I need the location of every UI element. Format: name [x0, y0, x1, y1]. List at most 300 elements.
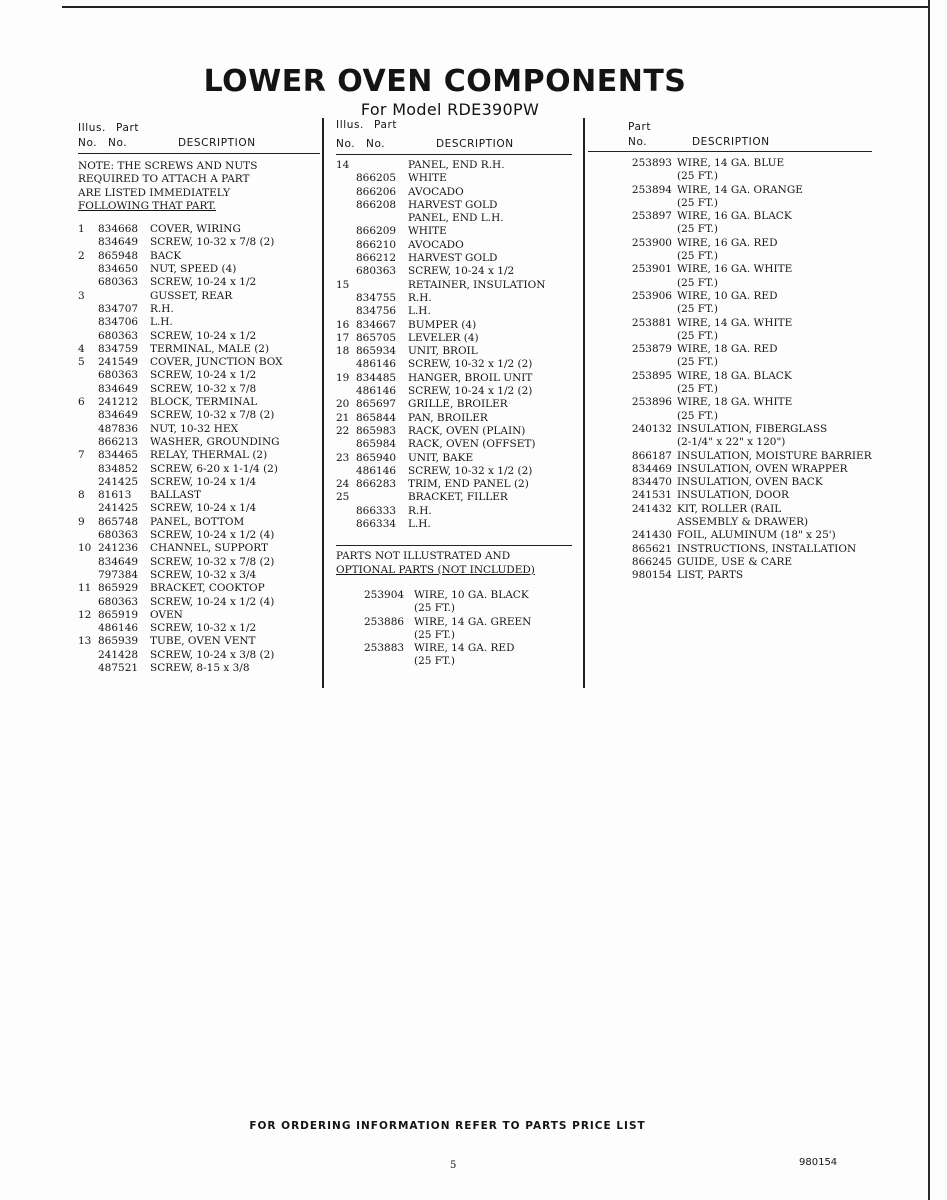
- illus-number: 24: [336, 478, 350, 491]
- page-title: LOWER OVEN COMPONENTS: [203, 64, 687, 99]
- part-description: INSULATION, OVEN WRAPPER: [677, 462, 848, 475]
- part-number: 834485: [356, 371, 397, 384]
- right-border-line: [928, 0, 930, 1200]
- part-number: 253883: [364, 642, 405, 655]
- part-number: 865844: [356, 411, 397, 424]
- illus-number: [336, 518, 356, 531]
- part-description: GUIDE, USE & CARE: [677, 555, 793, 568]
- part-row: [602, 250, 872, 263]
- column-header: [336, 119, 572, 151]
- part-number: 865948: [98, 249, 139, 262]
- part-description: WIRE, 18 GA. RED: [677, 343, 778, 356]
- part-description: L.H.: [408, 305, 431, 318]
- illus-number: [78, 662, 98, 675]
- optional-parts-list: [336, 589, 572, 669]
- part-no-header: No.: [366, 138, 386, 150]
- part-description: TERMINAL, MALE (2): [150, 342, 270, 355]
- part-number: [602, 303, 677, 316]
- part-row: [602, 210, 872, 223]
- header-rule: [78, 153, 320, 154]
- illus-number: 19: [336, 371, 350, 384]
- part-description: R.H.: [408, 504, 432, 517]
- part-description: (2-1/4" x 22" x 120"): [677, 436, 786, 449]
- part-description: WIRE, 14 GA. RED: [414, 642, 515, 655]
- part-description: RACK, OVEN (PLAIN): [408, 424, 526, 437]
- part-row: [336, 345, 572, 358]
- part-number: 240132: [631, 422, 672, 435]
- part-description: ASSEMBLY & DRAWER): [677, 516, 809, 529]
- part-description: WIRE, 16 GA. BLACK: [677, 210, 792, 223]
- part-number: 865919: [98, 608, 139, 621]
- part-description: WHITE: [408, 172, 447, 185]
- part-row: [78, 436, 320, 449]
- part-row: [602, 463, 872, 476]
- part-row: [78, 423, 320, 436]
- part-description: BACK: [150, 249, 182, 262]
- part-description: WIRE, 14 GA. BLUE: [677, 157, 785, 169]
- part-row: [602, 330, 872, 343]
- illus-number: 21: [336, 411, 350, 424]
- part-row: [602, 223, 872, 236]
- part-number: 834756: [356, 305, 397, 318]
- part-number: 253900: [631, 236, 672, 249]
- part-number: 866212: [356, 252, 397, 265]
- part-description: SCREW, 10-32 x 1/2 (2): [408, 358, 533, 371]
- part-row: [602, 476, 872, 489]
- header-rule: [588, 151, 872, 152]
- part-description: RETAINER, INSULATION: [408, 278, 546, 291]
- part-header-top: Part: [628, 121, 652, 133]
- part-number: [356, 491, 408, 504]
- part-number: 253896: [631, 396, 672, 409]
- illus-number: [78, 409, 98, 422]
- illus-number: 8: [78, 489, 85, 502]
- parts-list: [602, 157, 872, 583]
- part-row: [602, 277, 872, 290]
- part-description: BUMPER (4): [408, 318, 477, 331]
- part-row: [336, 319, 572, 332]
- part-row: [78, 316, 320, 329]
- part-description: BRACKET, COOKTOP: [150, 582, 265, 595]
- part-description: SCREW, 10-24 x 1/4: [150, 475, 257, 488]
- part-row: [78, 330, 320, 343]
- part-description: SCREW, 10-24 x 1/2: [150, 369, 257, 382]
- part-number: [336, 602, 414, 615]
- part-row: [336, 655, 572, 668]
- part-number: 866209: [356, 225, 397, 238]
- part-description: GRILLE, BROILER: [408, 398, 508, 411]
- part-row: [602, 436, 872, 449]
- part-number: 680363: [98, 595, 139, 608]
- part-description: (25 FT.): [677, 409, 718, 422]
- part-row: [78, 502, 320, 515]
- part-row: [602, 569, 872, 582]
- part-description: WIRE, 14 GA. ORANGE: [677, 183, 803, 196]
- part-description: PANEL, END L.H.: [408, 212, 504, 225]
- part-description: R.H.: [408, 291, 432, 304]
- part-row: [602, 157, 872, 170]
- part-row: [602, 263, 872, 276]
- illus-number: [336, 186, 356, 199]
- part-row: [78, 290, 320, 303]
- ordering-info-footer: FOR ORDERING INFORMATION REFER TO PARTS PRICE LIST: [249, 1120, 646, 1132]
- part-description: KIT, ROLLER (RAIL: [677, 502, 782, 515]
- part-number: 834706: [98, 316, 139, 329]
- part-number: 241432: [631, 502, 672, 515]
- part-row: [602, 237, 872, 250]
- illus-number: [78, 502, 98, 515]
- part-number: [602, 170, 677, 183]
- part-description: WIRE, 18 GA. WHITE: [677, 396, 793, 409]
- part-number: 834707: [98, 302, 139, 315]
- illus-number: 11: [78, 582, 92, 595]
- note-line: ARE LISTED IMMEDIATELY: [78, 186, 231, 199]
- part-description: SCREW, 10-24 x 1/2 (4): [150, 529, 275, 542]
- illus-number: [78, 463, 98, 476]
- part-description: TRIM, END PANEL (2): [408, 478, 529, 491]
- part-number: 486146: [356, 385, 397, 398]
- part-row: [78, 396, 320, 409]
- part-row: [602, 450, 872, 463]
- page-number: 5: [450, 1160, 457, 1171]
- part-row: [602, 317, 872, 330]
- part-description: INSTRUCTIONS, INSTALLATION: [677, 542, 857, 555]
- illus-number: 9: [78, 515, 85, 528]
- illus-number: 18: [336, 345, 350, 358]
- part-description: SCREW, 10-24 x 1/2: [408, 265, 515, 278]
- part-number: 866187: [631, 449, 672, 462]
- part-description: PANEL, BOTTOM: [150, 515, 245, 528]
- part-row: [602, 489, 872, 502]
- part-number: [602, 383, 677, 396]
- part-number: [98, 290, 150, 303]
- part-description: RACK, OVEN (OFFSET): [408, 438, 536, 451]
- note-line: NOTE: THE SCREWS AND NUTS: [78, 160, 258, 172]
- illus-number: 2: [78, 249, 85, 262]
- part-number: 241428: [98, 648, 139, 661]
- part-row: [602, 290, 872, 303]
- part-row: [78, 556, 320, 569]
- part-row: [336, 199, 572, 212]
- part-description: (25 FT.): [677, 196, 718, 209]
- illus-no-header: No.: [336, 138, 356, 150]
- part-description: HARVEST GOLD: [408, 198, 498, 211]
- part-row: [78, 516, 320, 529]
- part-no-header: No.: [108, 137, 128, 149]
- part-number: 834649: [98, 555, 139, 568]
- part-number: [602, 436, 677, 449]
- illus-number: [78, 276, 98, 289]
- illus-number: [336, 172, 356, 185]
- part-number: 487521: [98, 661, 139, 674]
- part-number: [602, 356, 677, 369]
- part-row: [336, 332, 572, 345]
- part-description: (25 FT.): [677, 276, 718, 289]
- illus-number: 14: [336, 159, 350, 171]
- part-number: 797384: [98, 568, 139, 581]
- illus-number: [78, 330, 98, 343]
- illus-number: [78, 263, 98, 276]
- part-description: SCREW, 10-24 x 1/2 (4): [150, 595, 275, 608]
- part-number: [602, 250, 677, 263]
- part-row: [336, 616, 572, 629]
- part-row: [78, 303, 320, 316]
- part-number: 834759: [98, 342, 139, 355]
- part-row: [336, 186, 572, 199]
- header-rule: [336, 154, 572, 155]
- part-number: [602, 197, 677, 210]
- part-row: [602, 383, 872, 396]
- part-row: [78, 476, 320, 489]
- part-row: [336, 358, 572, 371]
- part-number: [602, 330, 677, 343]
- part-description: INSULATION, FIBERGLASS: [677, 422, 828, 435]
- part-description: SCREW, 8-15 x 3/8: [150, 661, 250, 674]
- part-number: 486146: [356, 358, 397, 371]
- part-number: 834755: [356, 291, 397, 304]
- part-description: UNIT, BAKE: [408, 451, 474, 464]
- part-description: SCREW, 10-32 x 1/2: [150, 622, 257, 635]
- part-number: 486146: [98, 622, 139, 635]
- part-row: [78, 635, 320, 648]
- part-number: [602, 516, 677, 529]
- part-number: [356, 159, 408, 172]
- description-header: DESCRIPTION: [692, 136, 770, 148]
- part-row: [78, 383, 320, 396]
- illus-number: [336, 199, 356, 212]
- part-description: INSULATION, MOISTURE BARRIER: [677, 449, 872, 462]
- part-number: 680363: [98, 329, 139, 342]
- part-description: L.H.: [150, 316, 173, 329]
- illus-header-top: Illus.: [336, 119, 364, 131]
- part-number: 834668: [98, 223, 139, 236]
- part-row: [336, 279, 572, 292]
- illus-number: 3: [78, 289, 85, 302]
- part-number: 834852: [98, 462, 139, 475]
- part-description: (25 FT.): [677, 356, 718, 369]
- illus-number: 23: [336, 451, 350, 464]
- part-row: [336, 412, 572, 425]
- part-number: 834650: [98, 263, 139, 276]
- part-description: LEVELER (4): [408, 331, 479, 344]
- part-row: [336, 425, 572, 438]
- part-number: 253894: [631, 183, 672, 196]
- part-number: 865697: [356, 398, 397, 411]
- part-description: OVEN: [150, 608, 183, 621]
- part-number: [356, 279, 408, 292]
- part-header-top: Part: [116, 122, 140, 134]
- part-row: [336, 292, 572, 305]
- part-row: [78, 662, 320, 675]
- part-row: [336, 239, 572, 252]
- part-row: [336, 478, 572, 491]
- part-description: WASHER, GROUNDING: [150, 435, 280, 448]
- part-row: [602, 516, 872, 529]
- illus-number: [78, 423, 98, 436]
- part-number: 486146: [356, 464, 397, 477]
- illus-number: [336, 239, 356, 252]
- part-number: 866334: [356, 518, 397, 531]
- illus-number: [78, 436, 98, 449]
- illus-number: [78, 622, 98, 635]
- page-subtitle: For Model RDE390PW: [360, 100, 540, 119]
- illus-number: 5: [78, 356, 85, 369]
- part-number: 865983: [356, 424, 397, 437]
- part-number: 866205: [356, 172, 397, 185]
- part-description: SCREW, 10-32 x 3/4: [150, 568, 257, 581]
- part-row: [602, 343, 872, 356]
- part-description: INSULATION, OVEN BACK: [677, 476, 823, 489]
- illus-header-top: Illus.: [78, 122, 106, 134]
- illus-number: 7: [78, 449, 85, 462]
- illus-number: 6: [78, 396, 85, 409]
- part-row: [336, 212, 572, 225]
- part-number: 253879: [631, 343, 672, 356]
- part-description: WIRE, 10 GA. BLACK: [414, 588, 529, 601]
- part-number: 865984: [356, 438, 397, 451]
- part-row: [602, 370, 872, 383]
- part-row: [78, 649, 320, 662]
- top-border-line: [62, 6, 928, 8]
- part-row: [336, 265, 572, 278]
- part-description: BRACKET, FILLER: [408, 491, 508, 504]
- part-description: WIRE, 10 GA. RED: [677, 289, 778, 302]
- part-row: [602, 529, 872, 542]
- illus-number: [78, 529, 98, 542]
- part-number: 680363: [98, 276, 139, 289]
- part-row: [78, 250, 320, 263]
- part-row: [78, 449, 320, 462]
- part-description: TUBE, OVEN VENT: [150, 635, 256, 648]
- part-number: 866245: [631, 555, 672, 568]
- part-description: RELAY, THERMAL (2): [150, 449, 268, 462]
- part-description: R.H.: [150, 302, 174, 315]
- part-row: [336, 589, 572, 602]
- column-header: [78, 122, 320, 154]
- part-description: PANEL, END R.H.: [408, 159, 505, 171]
- part-description: SCREW, 10-32 x 7/8 (2): [150, 409, 275, 422]
- part-description: BLOCK, TERMINAL: [150, 396, 258, 409]
- part-number: [336, 655, 414, 668]
- part-number: 253895: [631, 369, 672, 382]
- illus-number: 15: [336, 278, 350, 291]
- parts-column-3: [602, 119, 872, 583]
- part-number: 866208: [356, 198, 397, 211]
- part-row: [602, 170, 872, 183]
- part-row: [78, 609, 320, 622]
- part-number: 241212: [98, 396, 139, 409]
- part-row: [78, 529, 320, 542]
- part-row: [78, 223, 320, 236]
- part-number: 253893: [631, 157, 672, 169]
- part-description: WIRE, 18 GA. BLACK: [677, 369, 792, 382]
- part-row: [336, 159, 572, 172]
- part-description: UNIT, BROIL: [408, 345, 478, 358]
- part-row: [336, 629, 572, 642]
- part-row: [602, 503, 872, 516]
- illus-number: [336, 212, 356, 225]
- part-description: SCREW, 10-32 x 1/2 (2): [408, 464, 533, 477]
- part-number: 866213: [98, 435, 139, 448]
- part-row: [602, 197, 872, 210]
- part-description: (25 FT.): [677, 170, 718, 183]
- part-number: 253906: [631, 289, 672, 302]
- part-row: [336, 225, 572, 238]
- part-row: [336, 518, 572, 531]
- illus-number: 10: [78, 542, 92, 555]
- illus-number: 12: [78, 608, 92, 621]
- part-number: 834649: [98, 382, 139, 395]
- part-description: PAN, BROILER: [408, 411, 488, 424]
- part-number: 253897: [631, 210, 672, 223]
- illus-number: [336, 252, 356, 265]
- part-description: WIRE, 16 GA. RED: [677, 236, 778, 249]
- part-no-header: No.: [628, 136, 648, 148]
- part-description: (25 FT.): [414, 602, 455, 615]
- part-description: BALLAST: [150, 489, 202, 502]
- illus-number: 13: [78, 635, 92, 648]
- part-description: WIRE, 14 GA. WHITE: [677, 316, 793, 329]
- part-number: 680363: [98, 529, 139, 542]
- parts-list: [336, 159, 572, 531]
- part-number: 253904: [364, 588, 405, 601]
- note-line: REQUIRED TO ATTACH A PART: [78, 173, 250, 186]
- part-row: [336, 491, 572, 504]
- part-row: [602, 356, 872, 369]
- part-row: [602, 396, 872, 409]
- part-number: 866333: [356, 504, 397, 517]
- part-row: [78, 356, 320, 369]
- part-number: 865939: [98, 635, 139, 648]
- illus-number: [78, 316, 98, 329]
- illus-number: [78, 556, 98, 569]
- part-description: WHITE: [408, 225, 447, 238]
- illus-number: [78, 236, 98, 249]
- part-number: 834469: [631, 462, 672, 475]
- part-number: 241425: [98, 475, 139, 488]
- part-number: 834667: [356, 318, 397, 331]
- part-description: SCREW, 10-24 x 3/8 (2): [150, 648, 275, 661]
- illus-number: 1: [78, 223, 85, 236]
- column-divider: [583, 118, 585, 688]
- part-description: HARVEST GOLD: [408, 252, 498, 265]
- part-row: [602, 184, 872, 197]
- heading-line: OPTIONAL PARTS (NOT INCLUDED): [336, 563, 535, 576]
- part-number: 980154: [631, 569, 672, 582]
- part-row: [78, 409, 320, 422]
- part-row: [78, 263, 320, 276]
- part-number: 834470: [631, 476, 672, 489]
- screws-note: [78, 160, 320, 213]
- part-number: 253881: [631, 316, 672, 329]
- part-row: [78, 622, 320, 635]
- part-number: 487836: [98, 422, 139, 435]
- part-description: SCREW, 10-32 x 7/8 (2): [150, 236, 275, 249]
- part-row: [336, 305, 572, 318]
- part-description: (25 FT.): [677, 383, 718, 396]
- part-description: (25 FT.): [414, 628, 455, 641]
- part-row: [78, 463, 320, 476]
- illus-number: [336, 385, 356, 398]
- part-description: WIRE, 14 GA. GREEN: [414, 615, 532, 628]
- part-row: [336, 172, 572, 185]
- part-row: [602, 556, 872, 569]
- note-line: FOLLOWING THAT PART.: [78, 199, 217, 212]
- part-header-top: Part: [374, 119, 398, 131]
- part-row: [602, 423, 872, 436]
- part-row: [336, 252, 572, 265]
- part-description: FOIL, ALUMINUM (18" x 25'): [677, 529, 836, 542]
